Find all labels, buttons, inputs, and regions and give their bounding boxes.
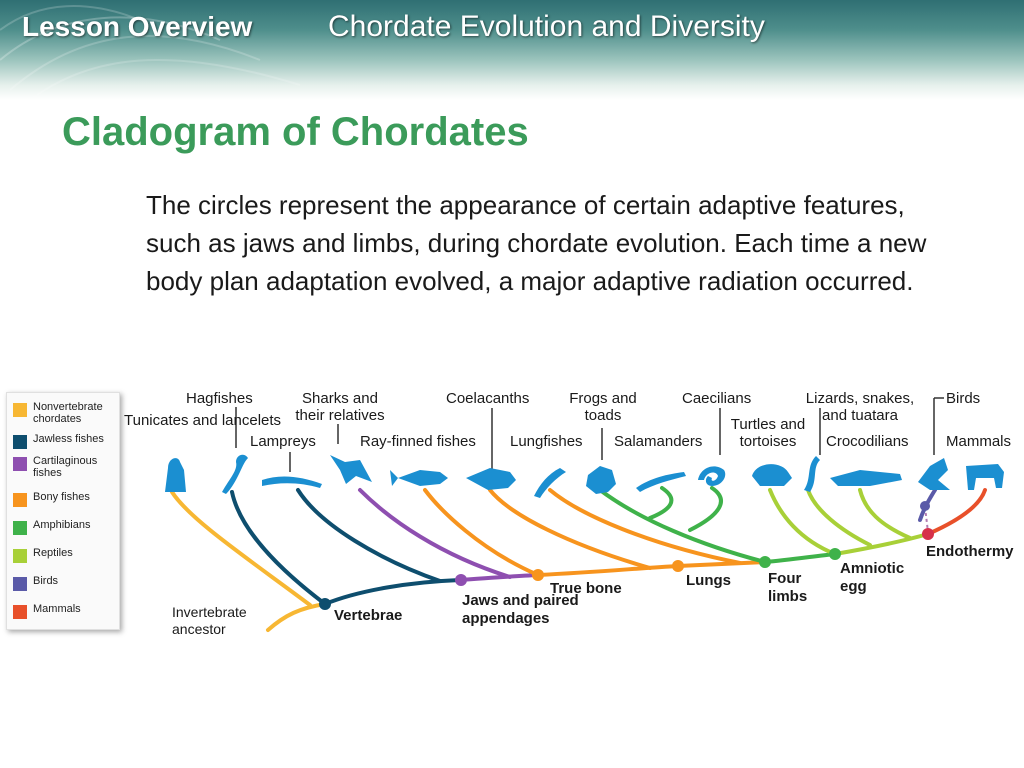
label-lizards: Lizards, snakes, and tuatara (805, 390, 915, 424)
label-lungs: Lungs (686, 572, 731, 589)
slide-header (0, 0, 1024, 100)
label-ancestor: Invertebrate ancestor (172, 604, 247, 637)
label-sharks: Sharks and their relatives (295, 390, 385, 424)
legend-item-nonvertebrate: Nonvertebrate chordates (13, 401, 113, 425)
branch-mammals (928, 490, 985, 534)
crocodile-icon (830, 470, 902, 486)
legend-item-mammals: Mammals (13, 603, 81, 619)
label-turtles: Turtles and tortoises (730, 416, 806, 450)
legend-item-bony: Bony fishes (13, 491, 90, 507)
branch-trunk-jaws (460, 575, 538, 580)
tunicate-icon (165, 458, 186, 492)
caecilian-icon (698, 466, 725, 486)
frog-icon (586, 466, 616, 494)
node-truebone (532, 569, 544, 581)
node-fourlimbs (759, 556, 771, 568)
slide-description: The circles represent the appearance of certain adaptive features, such as jaws and limbs, during chordate evolution. Each time a new body plan adaptation evolved, a major adaptive radiation occurred. (146, 190, 927, 296)
legend-item-amphibians: Amphibians (13, 519, 90, 535)
node-lungs (672, 560, 684, 572)
bird-icon (918, 458, 950, 490)
label-vertebrae: Vertebrae (334, 607, 403, 624)
label-lungfishes: Lungfishes (510, 433, 583, 450)
label-amniotic: Amniotic egg (840, 560, 905, 595)
label-caecilians: Caecilians (682, 390, 752, 407)
node-jaws (455, 574, 467, 586)
branch-tunicates (172, 492, 310, 605)
label-crocodilians: Crocodilians (826, 433, 909, 450)
label-salamanders: Salamanders (614, 433, 703, 450)
branch-salamanders (650, 488, 671, 518)
branch-trunk-vertebrae (325, 580, 460, 604)
branch-trunk-reptile (835, 534, 928, 554)
branch-caecilians (690, 488, 721, 530)
label-jaws: Jaws and paired appendages (462, 592, 579, 627)
shark-icon (330, 455, 372, 484)
label-fourlimbs: Four limbs (768, 570, 808, 605)
legend-item-birds: Birds (13, 575, 58, 591)
label-coelacanths: Coelacanths (446, 390, 530, 407)
label-truebone: True bone (550, 580, 622, 597)
node-amniotic (829, 548, 841, 560)
branch-crocodilians (860, 490, 910, 538)
node-bird (920, 501, 930, 511)
label-mammals: Mammals (946, 433, 1012, 450)
slide-title: Cladogram of Chordates (62, 110, 529, 154)
branch-trunk-amphibian (765, 554, 835, 562)
branch-turtles (770, 490, 835, 554)
label-lampreys: Lampreys (250, 433, 316, 450)
node-vertebrae (319, 598, 331, 610)
turtle-icon (752, 464, 792, 486)
hagfish-icon (222, 455, 248, 494)
label-hagfishes: Hagfishes (186, 390, 253, 407)
legend-item-reptiles: Reptiles (13, 547, 73, 563)
legend-item-jawless: Jawless fishes (13, 433, 104, 449)
lesson-overview-label: Lesson Overview (22, 11, 253, 42)
label-rayfinned: Ray-finned fishes (360, 433, 476, 450)
branch-rayfinned (425, 490, 538, 575)
node-endothermy (922, 528, 934, 540)
branch-trunk-ancestor (268, 604, 325, 630)
mammal-icon (966, 464, 1004, 490)
lungfish-icon (534, 468, 566, 498)
lamprey-icon (262, 477, 322, 488)
label-frogs: Frogs and toads (569, 390, 637, 424)
lesson-topic: Chordate Evolution and Diversity (328, 10, 765, 43)
lizard-icon (804, 456, 820, 492)
label-tunicates: Tunicates and lancelets (124, 412, 282, 429)
rayfin-icon (390, 470, 448, 486)
branch-lungfishes (550, 490, 740, 563)
label-birds: Birds (946, 390, 981, 407)
legend-item-cartilaginous: Cartilaginous fishes (13, 455, 113, 479)
label-endothermy: Endothermy (926, 543, 1014, 560)
coelacanth-icon (466, 468, 516, 490)
